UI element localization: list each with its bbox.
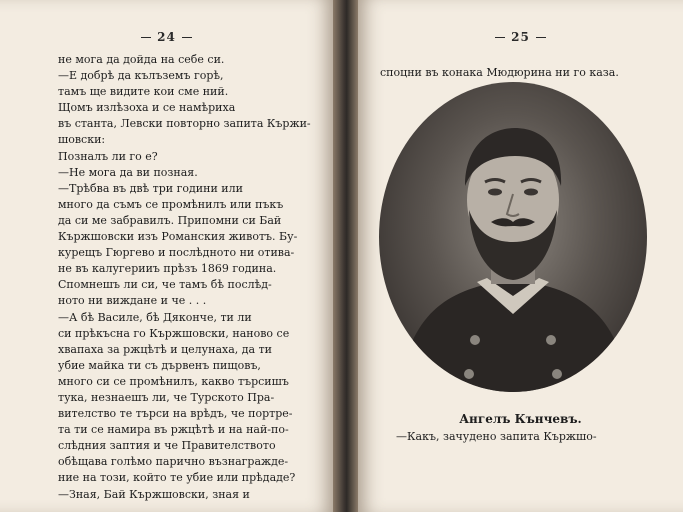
header-dash — [182, 37, 192, 38]
text-line: ние на този, който те убие или прѣдаде? — [58, 471, 296, 485]
text-line: курещъ Гюргево и послѣдното ни отива- — [58, 246, 295, 260]
text-line: —Зная, Бай Кържшовски, зная и — [58, 487, 250, 501]
text-line: —Е добрѣ да кълъземъ горѣ, — [58, 69, 224, 83]
page-number-left: 24 — [157, 30, 176, 44]
right-page — [358, 0, 683, 512]
header-dash — [141, 37, 151, 38]
text-line: тука, незнаешъ ли, че Турското Пра- — [58, 390, 275, 404]
header-dash — [495, 37, 505, 38]
text-line: не въ калугерииъ прѣзъ 1869 година. — [58, 262, 277, 276]
text-line: —Трѣбва въ двѣ три години или — [58, 181, 243, 195]
left-page — [0, 0, 333, 512]
text-line: много да съмъ се промѣнилъ или пъкъ — [58, 197, 284, 211]
text-line: си прѣкъсна го Кържшовски, наново се — [58, 326, 290, 340]
right-top-line: споцни въ конака Мюдюрина ни го каза. — [380, 66, 619, 79]
text-line: —Не мога да ви позная. — [58, 165, 198, 179]
text-line: тамъ ще видите кои сме ний. — [58, 85, 229, 99]
right-bottom-line: —Какъ, зачудено запита Кържшо- — [396, 430, 597, 443]
text-line: та ти се намира въ ржцѣтѣ и на най-по- — [58, 423, 289, 437]
text-line: ното ни виждане и че . . . — [58, 294, 207, 308]
text-line: Кържшовски изъ Романския животъ. Бу- — [58, 230, 298, 244]
text-line: да си ме забравилъ. Припомни си Бай — [58, 213, 282, 227]
left-page-text — [58, 52, 320, 503]
text-line: слѣдния заптия и че Правителството — [58, 439, 276, 453]
text-line: убие майка ти съ дървенъ пищовъ, — [58, 358, 261, 372]
portrait-photo — [379, 82, 647, 392]
portrait-illustration — [379, 82, 647, 392]
text-line: обѣщава голѣмо парично възнагражде- — [58, 455, 289, 469]
text-line: Позналъ ли го е? — [58, 149, 158, 163]
text-line: —А бѣ Василе, бѣ Дяконче, ти ли — [58, 310, 252, 324]
page-number-right: 25 — [511, 30, 530, 44]
text-line: хвапаха за ржцѣтѣ и целунаха, да ти — [58, 342, 273, 356]
page-header-right — [358, 30, 683, 44]
header-dash — [536, 37, 546, 38]
text-line: вителство те търси на врѣдъ, че портре- — [58, 407, 293, 421]
book-gutter — [333, 0, 358, 512]
text-line: не мога да дойда на себе си. — [58, 53, 225, 66]
text-line: много си се промѣнилъ, какво търсишъ — [58, 374, 289, 388]
portrait-caption: Ангелъ Кънчевъ. — [459, 412, 582, 426]
text-line: въ станта, Левски повторно запита Кържи- — [58, 117, 311, 131]
page-header-left — [0, 30, 333, 44]
text-line: шовски: — [58, 133, 106, 147]
text-line: Спомнешъ ли си, че тамъ бѣ послѣд- — [58, 278, 272, 292]
text-line: Щомъ излѣзоха и се намѣриха — [58, 101, 236, 115]
